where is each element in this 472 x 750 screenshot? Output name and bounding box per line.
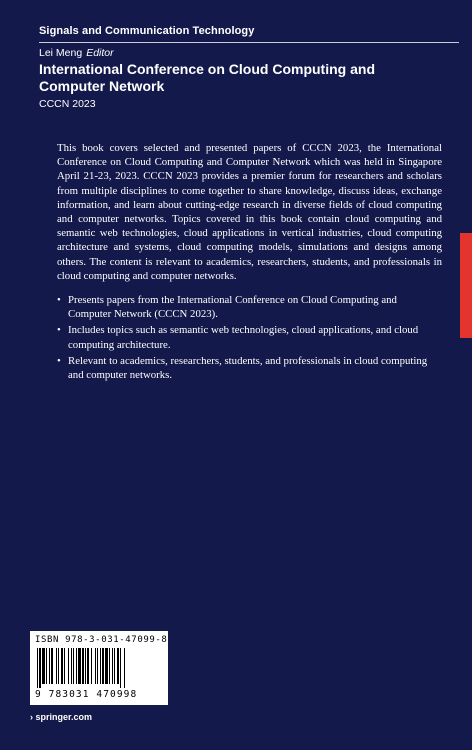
barcode-bar bbox=[124, 648, 125, 688]
barcode-bar bbox=[71, 648, 72, 684]
barcode-bar bbox=[112, 648, 113, 684]
barcode-bar bbox=[76, 648, 77, 684]
highlights-list bbox=[57, 293, 442, 384]
series-name: Signals and Communication Technology bbox=[39, 25, 255, 37]
publisher-url: springer.com bbox=[35, 712, 93, 722]
book-description: This book covers selected and presented papers of CCCN 2023, the International Conference on Cloud Computing and Computer Network which was held in Singapore April 21-23, 2023. CCCN 2023 provides a premier forum for researchers and scholars from multiple disciplines to come together to share knowledge, discuss ideas, exchange information, and learn about cutting-edge research in diverse fields of cloud computing and computer networks. Topics covered in this book contain cloud computing and semantic web technologies, cloud applications in vertical industries, cloud computing architecture and systems, cloud computing models, simulations and designs among others. The content is relevant to academics, researchers, students, and professionals in cloud computing and computer networks. bbox=[57, 142, 442, 282]
isbn-text: ISBN 978-3-031-47099-8 bbox=[35, 635, 168, 645]
barcode-bar bbox=[58, 648, 59, 684]
barcode-bar bbox=[87, 648, 89, 684]
editor-name: Lei Meng bbox=[39, 47, 83, 59]
barcode-bar bbox=[105, 648, 108, 684]
barcode-bar bbox=[56, 648, 57, 684]
barcode-bar bbox=[46, 648, 47, 684]
list-item: • Relevant to academics, researchers, students, and professionals in cloud computing and computer networks. bbox=[57, 354, 428, 382]
barcode-bar bbox=[120, 648, 121, 688]
barcode-bar bbox=[82, 648, 84, 684]
editor-line bbox=[39, 47, 114, 59]
barcode-bar bbox=[39, 648, 41, 688]
barcode-panel bbox=[30, 631, 168, 705]
book-subtitle: CCCN 2023 bbox=[39, 98, 96, 110]
bullet-icon: • bbox=[57, 354, 61, 367]
barcode-bar bbox=[78, 648, 81, 684]
barcode-bar bbox=[102, 648, 104, 684]
book-title: International Conference on Cloud Computing and Computer Network bbox=[39, 61, 375, 94]
bullet-icon: • bbox=[57, 324, 61, 337]
header-divider bbox=[39, 42, 459, 43]
barcode-bar bbox=[73, 648, 74, 684]
barcode-bar bbox=[64, 648, 65, 684]
arrow-icon: › bbox=[30, 712, 33, 722]
list-item: • Includes topics such as semantic web technologies, cloud applications, and cloud computing architecture. bbox=[57, 324, 419, 351]
barcode-bar bbox=[49, 648, 50, 684]
barcode-bar bbox=[42, 648, 45, 684]
barcode-bar bbox=[85, 648, 86, 684]
list-item: • Presents papers from the International Conference on Cloud Computing and Computer Network (CCCN 2023). bbox=[57, 294, 397, 321]
barcode-bar bbox=[100, 648, 101, 684]
barcode-bar bbox=[37, 648, 38, 688]
barcode-bar bbox=[68, 648, 69, 684]
barcode-bar bbox=[114, 648, 115, 684]
barcode-icon bbox=[35, 648, 163, 688]
spine-accent-bar bbox=[460, 233, 472, 338]
barcode-bar bbox=[117, 648, 119, 684]
publisher-link[interactable] bbox=[30, 712, 92, 722]
barcode-bar bbox=[109, 648, 110, 684]
barcode-bar bbox=[95, 648, 96, 684]
barcode-digits: 9 783031 470998 bbox=[35, 689, 138, 700]
barcode-bar bbox=[61, 648, 63, 684]
barcode-bar bbox=[97, 648, 98, 684]
editor-role: Editor bbox=[86, 47, 114, 59]
bullet-icon: • bbox=[57, 294, 61, 306]
barcode-bar bbox=[91, 648, 92, 684]
barcode-bar bbox=[51, 648, 53, 684]
